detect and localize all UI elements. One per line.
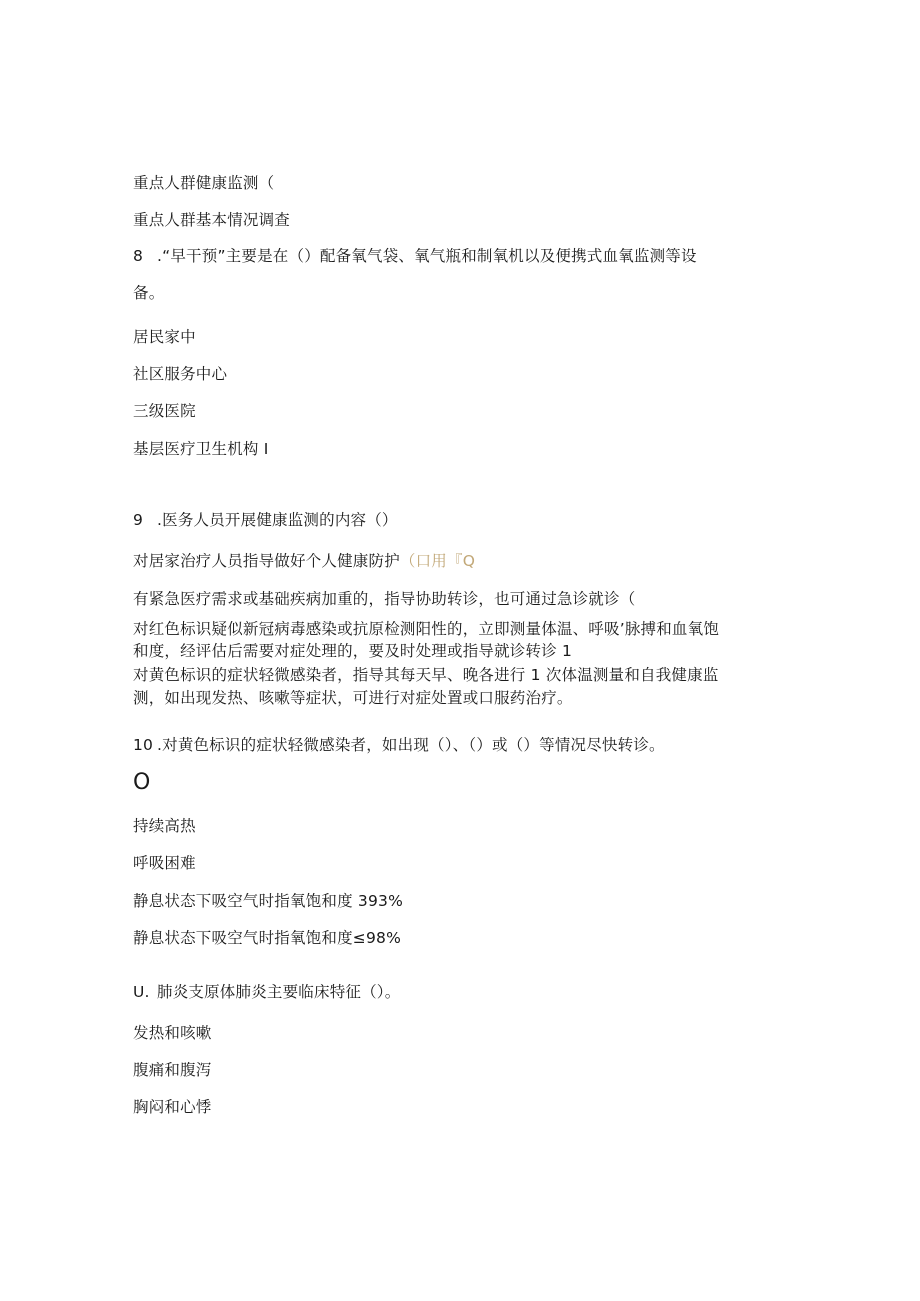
q9-text: .医务人员开展健康监测的内容（） xyxy=(157,511,398,529)
q10-text: .对黄色标识的症状轻微感染者，如出现（）、（）或（）等情况尽快转诊。 xyxy=(157,736,665,754)
q9-option-1 xyxy=(133,550,475,572)
q8-text: .“早干预”主要是在（）配备氧气袋、氧气瓶和制氧机以及便携式血氧监测等设 xyxy=(157,247,697,265)
q8-number: 8 xyxy=(133,247,144,265)
q11-option-1: 发热和咳嗽 xyxy=(133,1024,212,1042)
q10-option-4: 静息状态下吸空气时指氧饱和度≤98% xyxy=(133,929,402,947)
q8-option-1: 居民家中 xyxy=(133,328,196,346)
q8-option-4: 基层医疗卫生机构 I xyxy=(133,440,269,458)
q9-option-1-faded: （口用『Q xyxy=(399,552,476,570)
q9-number: 9 xyxy=(133,511,144,529)
q11-number: U. xyxy=(133,983,150,1001)
q11-stem xyxy=(133,981,400,1003)
q8-stem-line2: 备。 xyxy=(133,284,165,302)
q10-number: 10 xyxy=(133,736,154,754)
q9-option-1-main: 对居家治疗人员指导做好个人健康防护 xyxy=(133,552,400,570)
q8-stem-line1 xyxy=(133,245,697,267)
q9-stem xyxy=(133,509,398,531)
q10-marker: O xyxy=(133,770,151,795)
q10-option-3: 静息状态下吸空气时指氧饱和度 393% xyxy=(133,892,404,910)
q9-option-3-line2: 和度，经评估后需要对症处理的，要及时处理或指导就诊转诊 1 xyxy=(133,642,573,660)
q7-option-1: 重点人群健康监测（ xyxy=(133,174,275,192)
q11-option-2: 腹痛和腹泻 xyxy=(133,1061,212,1079)
q9-option-3-line1: 对红色标识疑似新冠病毒感染或抗原检测阳性的，立即测量体温、呼吸’脉搏和血氧饱 xyxy=(133,620,720,638)
q11-option-3: 胸闷和心悸 xyxy=(133,1098,212,1116)
q8-option-2: 社区服务中心 xyxy=(133,365,228,383)
q10-option-2: 呼吸困难 xyxy=(133,854,196,872)
q9-option-2: 有紧急医疗需求或基础疾病加重的，指导协助转诊，也可通过急诊就诊（ xyxy=(133,590,636,608)
q11-text: 肺炎支原体肺炎主要临床特征（）。 xyxy=(157,983,401,1001)
q10-option-1: 持续高热 xyxy=(133,817,196,835)
q9-option-4-line1: 对黄色标识的症状轻微感染者，指导其每天早、晚各进行 1 次体温测量和自我健康监 xyxy=(133,666,719,684)
q7-option-2: 重点人群基本情况调查 xyxy=(133,211,291,229)
q8-option-3: 三级医院 xyxy=(133,402,196,420)
q10-stem xyxy=(133,734,665,756)
q9-option-4-line2: 测，如出现发热、咳嗽等症状，可进行对症处置或口服药治疗。 xyxy=(133,689,573,707)
